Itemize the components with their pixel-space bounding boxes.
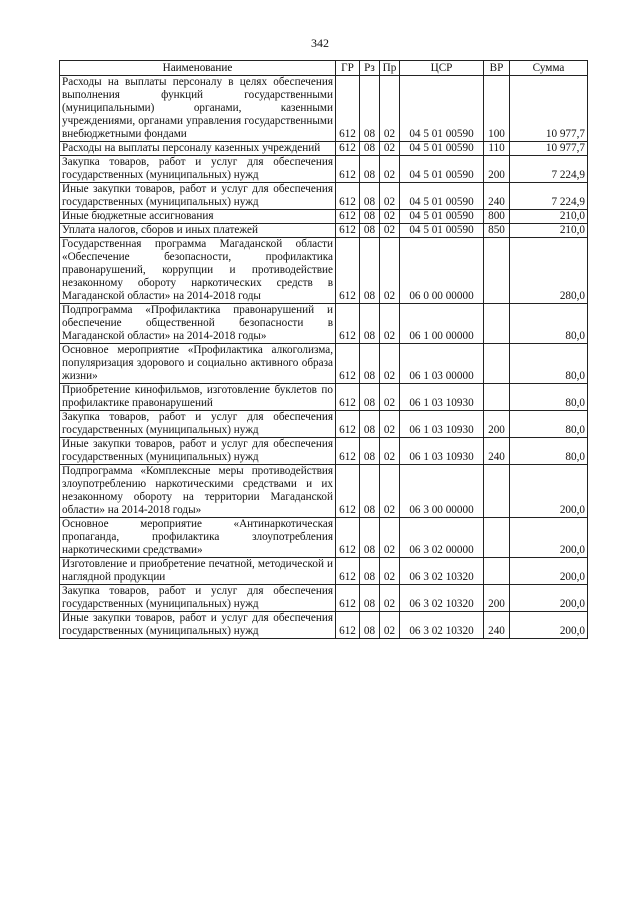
row-vr [484, 304, 510, 344]
row-pr: 02 [380, 558, 400, 585]
row-name: Подпрограмма «Комплексные меры противодействия злоупотреблению наркотическими средствами и их незаконному обороту на территории Магаданской области» на 2014-2018 годы» [60, 465, 336, 518]
row-pr: 02 [380, 612, 400, 639]
row-csr: 04 5 01 00590 [400, 76, 484, 142]
row-sum: 80,0 [510, 438, 588, 465]
row-sum: 200,0 [510, 518, 588, 558]
row-name: Иные закупки товаров, работ и услуг для обеспечения государственных (муниципальных) нужд [60, 438, 336, 465]
row-vr: 240 [484, 612, 510, 639]
header-name: Наименование [60, 61, 336, 76]
row-gr: 612 [336, 612, 360, 639]
row-name: Иные закупки товаров, работ и услуг для обеспечения государственных (муниципальных) нужд [60, 183, 336, 210]
row-sum: 7 224,9 [510, 183, 588, 210]
row-gr: 612 [336, 558, 360, 585]
row-sum: 80,0 [510, 411, 588, 438]
row-name: Основное мероприятие «Профилактика алкоголизма, популяризация здорового и социально активного образа жизни» [60, 344, 336, 384]
row-csr: 06 3 02 00000 [400, 518, 484, 558]
row-csr: 06 1 03 10930 [400, 384, 484, 411]
row-csr: 04 5 01 00590 [400, 224, 484, 238]
table-row [60, 76, 588, 142]
table-row [60, 344, 588, 384]
row-sum: 200,0 [510, 585, 588, 612]
row-gr: 612 [336, 183, 360, 210]
row-pr: 02 [380, 238, 400, 304]
row-name: Закупка товаров, работ и услуг для обеспечения государственных (муниципальных) нужд [60, 585, 336, 612]
row-sum: 280,0 [510, 238, 588, 304]
row-name: Закупка товаров, работ и услуг для обеспечения государственных (муниципальных) нужд [60, 156, 336, 183]
row-gr: 612 [336, 518, 360, 558]
row-csr: 06 3 02 10320 [400, 585, 484, 612]
row-rz: 08 [360, 304, 380, 344]
table-row [60, 384, 588, 411]
row-pr: 02 [380, 518, 400, 558]
row-rz: 08 [360, 224, 380, 238]
row-vr [484, 558, 510, 585]
row-pr: 02 [380, 156, 400, 183]
table-row [60, 224, 588, 238]
row-csr: 06 3 00 00000 [400, 465, 484, 518]
row-rz: 08 [360, 518, 380, 558]
row-rz: 08 [360, 210, 380, 224]
row-sum: 200,0 [510, 465, 588, 518]
row-csr: 04 5 01 00590 [400, 142, 484, 156]
row-vr: 200 [484, 411, 510, 438]
table-row [60, 518, 588, 558]
row-gr: 612 [336, 156, 360, 183]
row-rz: 08 [360, 411, 380, 438]
row-gr: 612 [336, 411, 360, 438]
row-csr: 06 1 00 00000 [400, 304, 484, 344]
row-csr: 04 5 01 00590 [400, 210, 484, 224]
row-rz: 08 [360, 465, 380, 518]
row-rz: 08 [360, 183, 380, 210]
row-csr: 06 1 03 10930 [400, 438, 484, 465]
row-gr: 612 [336, 210, 360, 224]
table-row [60, 183, 588, 210]
row-csr: 06 3 02 10320 [400, 558, 484, 585]
header-csr: ЦСР [400, 61, 484, 76]
row-vr: 100 [484, 76, 510, 142]
row-pr: 02 [380, 585, 400, 612]
row-vr: 240 [484, 183, 510, 210]
row-vr [484, 384, 510, 411]
row-sum: 200,0 [510, 558, 588, 585]
row-name: Закупка товаров, работ и услуг для обеспечения государственных (муниципальных) нужд [60, 411, 336, 438]
row-gr: 612 [336, 142, 360, 156]
table-row [60, 210, 588, 224]
row-csr: 06 1 03 00000 [400, 344, 484, 384]
row-sum: 210,0 [510, 224, 588, 238]
row-rz: 08 [360, 76, 380, 142]
row-pr: 02 [380, 411, 400, 438]
row-sum: 80,0 [510, 344, 588, 384]
header-gr: ГР [336, 61, 360, 76]
row-name: Подпрограмма «Профилактика правонарушений и обеспечение общественной безопасности в Магаданской области» на 2014-2018 годы» [60, 304, 336, 344]
header-pr: Пр [380, 61, 400, 76]
row-sum: 10 977,7 [510, 142, 588, 156]
row-csr: 06 3 02 10320 [400, 612, 484, 639]
row-csr: 06 0 00 00000 [400, 238, 484, 304]
row-pr: 02 [380, 224, 400, 238]
row-vr: 110 [484, 142, 510, 156]
row-csr: 04 5 01 00590 [400, 183, 484, 210]
row-vr [484, 344, 510, 384]
row-name: Расходы на выплаты персоналу в целях обеспечения выполнения функций государственными (муниципальными) органами, казенными учреждениями, органами управления государственными внебюджетными фондами [60, 76, 336, 142]
row-sum: 210,0 [510, 210, 588, 224]
row-pr: 02 [380, 304, 400, 344]
table-row [60, 411, 588, 438]
row-rz: 08 [360, 344, 380, 384]
row-sum: 7 224,9 [510, 156, 588, 183]
row-vr [484, 238, 510, 304]
row-gr: 612 [336, 76, 360, 142]
row-csr: 04 5 01 00590 [400, 156, 484, 183]
row-name: Приобретение кинофильмов, изготовление буклетов по профилактике правонарушений [60, 384, 336, 411]
row-gr: 612 [336, 465, 360, 518]
row-pr: 02 [380, 76, 400, 142]
row-rz: 08 [360, 558, 380, 585]
row-name: Уплата налогов, сборов и иных платежей [60, 224, 336, 238]
row-pr: 02 [380, 438, 400, 465]
row-pr: 02 [380, 183, 400, 210]
page-number: 342 [311, 36, 329, 50]
row-pr: 02 [380, 384, 400, 411]
row-sum: 200,0 [510, 612, 588, 639]
row-csr: 06 1 03 10930 [400, 411, 484, 438]
table-row [60, 612, 588, 639]
row-vr [484, 518, 510, 558]
header-sum: Сумма [510, 61, 588, 76]
row-gr: 612 [336, 344, 360, 384]
row-pr: 02 [380, 210, 400, 224]
row-rz: 08 [360, 612, 380, 639]
row-rz: 08 [360, 238, 380, 304]
row-name: Иные бюджетные ассигнования [60, 210, 336, 224]
row-rz: 08 [360, 585, 380, 612]
table-row [60, 156, 588, 183]
table-row [60, 438, 588, 465]
table-row [60, 304, 588, 344]
row-rz: 08 [360, 156, 380, 183]
row-name: Расходы на выплаты персоналу казенных учреждений [60, 142, 336, 156]
row-pr: 02 [380, 344, 400, 384]
row-rz: 08 [360, 142, 380, 156]
row-gr: 612 [336, 585, 360, 612]
budget-table [59, 60, 588, 639]
table-row [60, 585, 588, 612]
row-name: Основное мероприятие «Антинаркотическая пропаганда, профилактика злоупотребления наркотическими средствами» [60, 518, 336, 558]
row-vr: 240 [484, 438, 510, 465]
row-pr: 02 [380, 142, 400, 156]
row-gr: 612 [336, 384, 360, 411]
row-gr: 612 [336, 224, 360, 238]
row-vr: 850 [484, 224, 510, 238]
row-name: Иные закупки товаров, работ и услуг для обеспечения государственных (муниципальных) нужд [60, 612, 336, 639]
row-vr: 200 [484, 156, 510, 183]
header-rz: Рз [360, 61, 380, 76]
row-sum: 80,0 [510, 384, 588, 411]
row-vr: 200 [484, 585, 510, 612]
row-vr: 800 [484, 210, 510, 224]
row-gr: 612 [336, 438, 360, 465]
row-vr [484, 465, 510, 518]
table-row [60, 238, 588, 304]
row-gr: 612 [336, 304, 360, 344]
table-row [60, 465, 588, 518]
row-name: Изготовление и приобретение печатной, методической и наглядной продукции [60, 558, 336, 585]
row-rz: 08 [360, 438, 380, 465]
row-pr: 02 [380, 465, 400, 518]
row-rz: 08 [360, 384, 380, 411]
row-sum: 10 977,7 [510, 76, 588, 142]
table-row [60, 558, 588, 585]
header-vr: ВР [484, 61, 510, 76]
row-name: Государственная программа Магаданской области «Обеспечение безопасности, профилактика правонарушений, коррупции и противодействие незаконному обороту наркотических средств в Магаданской области» на 2014-2018 годы [60, 238, 336, 304]
table-row [60, 142, 588, 156]
table-header-row [60, 61, 588, 76]
row-gr: 612 [336, 238, 360, 304]
row-sum: 80,0 [510, 304, 588, 344]
